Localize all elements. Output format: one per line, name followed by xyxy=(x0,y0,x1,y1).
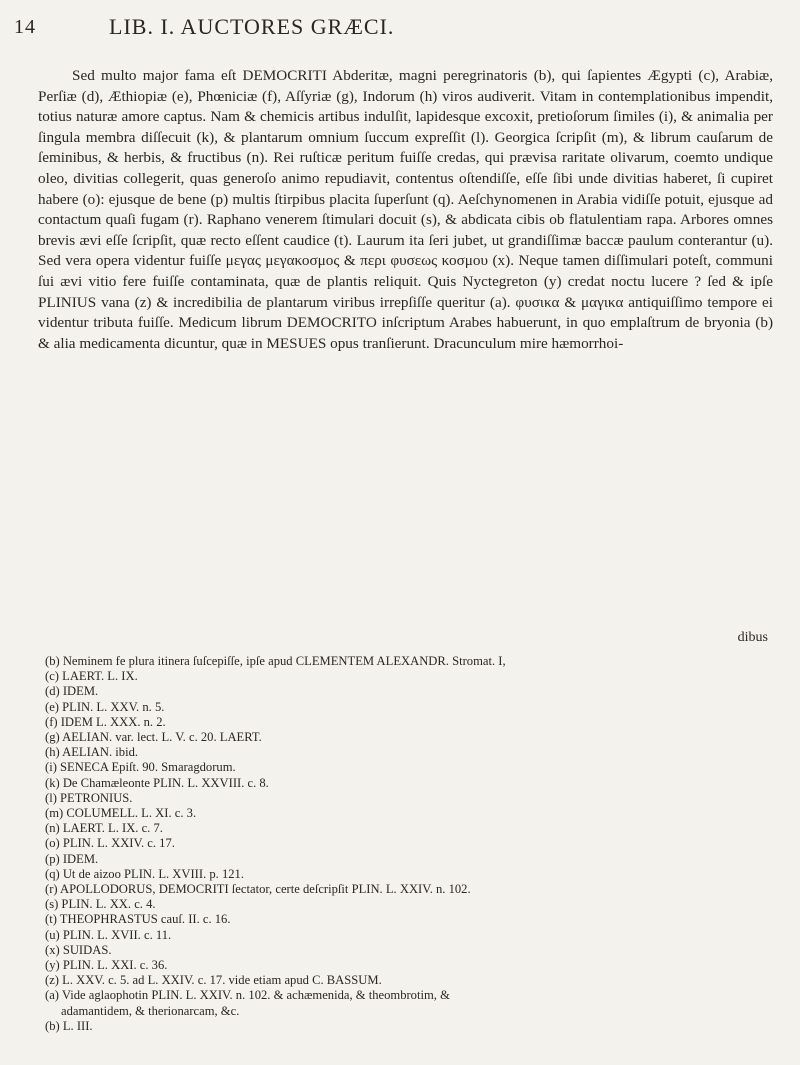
footnote: (a) Vide aglaophotin PLIN. L. XXIV. n. 102. & achæmenida, & theombrotim, & xyxy=(45,988,450,1003)
footnote: (f) IDEM L. XXX. n. 2. xyxy=(45,714,166,729)
paragraph: Sed multo major fama eſt DEMOCRITI Abderitæ, magni peregrinatoris (b), qui ſapientes Ægypti (c), Arabiæ, Perſiæ (d), Æthiopiæ (e), Phœniciæ (f), Aſſyriæ (g), Indorum (h) viros audiverit. Vitam in contemplationibus impendit, totius naturæ amore captus. Nam & chemicis artibus indulſit, lapidesque excoxit, pretioſorum ſimiles (i), & animalia per ſingula membra diſſecuit (k), & plantarum omnium ſuccum expreſſit (l). Georgica ſcripſit (m), & librum cauſarum de ſeminibus, & herbis, & fructibus (n). Rei ruſticæ peritum fuiſſe credas, qui prævisa raritate olivarum, coemto undique oleo, divitias collegerit, quas generoſo animo repudiavit, contentus oſtendiſſe, eſſe ſibi unde divitias haberet, ſi cupiret habere (o): ejusque de bene (p) multis ſtirpibus placita ſuperſunt (q). Aeſchynomenen in Arabia vidiſſe potuit, ejusque ad contactum quaſi fugam (r). Raphano venerem ſtimulari docuit (s), & abdicata cibis ob flatulentiam rapa. Arbores omnes brevis ævi eſſe ſcripſit, quæ recto eſſent caudice (t). Laurum ita ſeri jubet, ut grandiſſimæ baccæ paulum conterantur (u). Sed vera opera videntur fuiſſe μεγας μεγακοσμος & περι φυσεως κοσμου (x). Neque tamen diſſimulari poteſt, communi ſui ævi vitio fere fuiſſe contaminata, quæ de plantis reliquit. Quis Nyctegreton (y) credat noctu lucere ? ſed & ipſe PLINIUS vana (z) & incredibilia de plantarum viribus irrepſiſſe queritur (a). φυσικα & μαγικα antiquiſſimo tempore ei videntur tributa fuiſſe. Medicum librum DEMOCRITO inſcriptum Arabes habuerunt, in quo emplaſtrum de bryonia (b) & alia medicamenta dicuntur, quæ in MESUES opus tranſierunt. Dracunculum mire hæmorrhoi- xyxy=(38,67,773,352)
footnote: (s) PLIN. L. XX. c. 4. xyxy=(45,897,156,912)
footnote: (n) LAERT. L. IX. c. 7. xyxy=(45,821,163,836)
footnote: (u) PLIN. L. XVII. c. 11. xyxy=(45,927,172,942)
footnote: (c) LAERT. L. IX. xyxy=(45,669,138,684)
running-title: LIB. I. AUCTORES GRÆCI. xyxy=(109,14,395,39)
footnote: (r) APOLLODORUS, DEMOCRITI ſectator, certe deſcripſit PLIN. L. XXIV. n. 102. xyxy=(45,882,471,897)
footnote: (t) THEOPHRASTUS cauſ. II. c. 16. xyxy=(45,912,231,927)
footnote: (y) PLIN. L. XXI. c. 36. xyxy=(45,958,168,973)
page-number: 14 xyxy=(14,16,36,38)
footnote: (k) De Chamæleonte PLIN. L. XXVIII. c. 8. xyxy=(45,775,269,790)
running-header xyxy=(14,14,786,44)
footnotes xyxy=(45,654,780,1034)
footnote: (b) L. III. xyxy=(45,1018,93,1033)
main-text xyxy=(38,66,773,354)
catchword: dibus xyxy=(737,630,768,645)
footnote: (h) AELIAN. ibid. xyxy=(45,745,139,760)
footnote: (x) SUIDAS. xyxy=(45,942,112,957)
footnote: (z) L. XXV. c. 5. ad L. XXIV. c. 17. vide etiam apud C. BASSUM. xyxy=(45,973,382,988)
footnote: (g) AELIAN. var. lect. L. V. c. 20. LAERT. xyxy=(45,730,262,745)
footnote: (q) Ut de aizoo PLIN. L. XVIII. p. 121. xyxy=(45,866,245,881)
footnote: (p) IDEM. xyxy=(45,851,99,866)
footnote: (o) PLIN. L. XXIV. c. 17. xyxy=(45,836,175,851)
footnote: adamantidem, & therionarcam, &c. xyxy=(61,1003,240,1018)
footnote: (m) COLUMELL. L. XI. c. 3. xyxy=(45,806,197,821)
footnote: (d) IDEM. xyxy=(45,684,99,699)
footnote: (e) PLIN. L. XXV. n. 5. xyxy=(45,699,165,714)
footnote: (b) Neminem fe plura itinera ſuſcepiſſe, ipſe apud CLEMENTEM ALEXANDR. Stromat. I, xyxy=(45,654,506,668)
footnote: (i) SENECA Epiſt. 90. Smaragdorum. xyxy=(45,760,236,775)
footnote: (l) PETRONIUS. xyxy=(45,790,133,805)
